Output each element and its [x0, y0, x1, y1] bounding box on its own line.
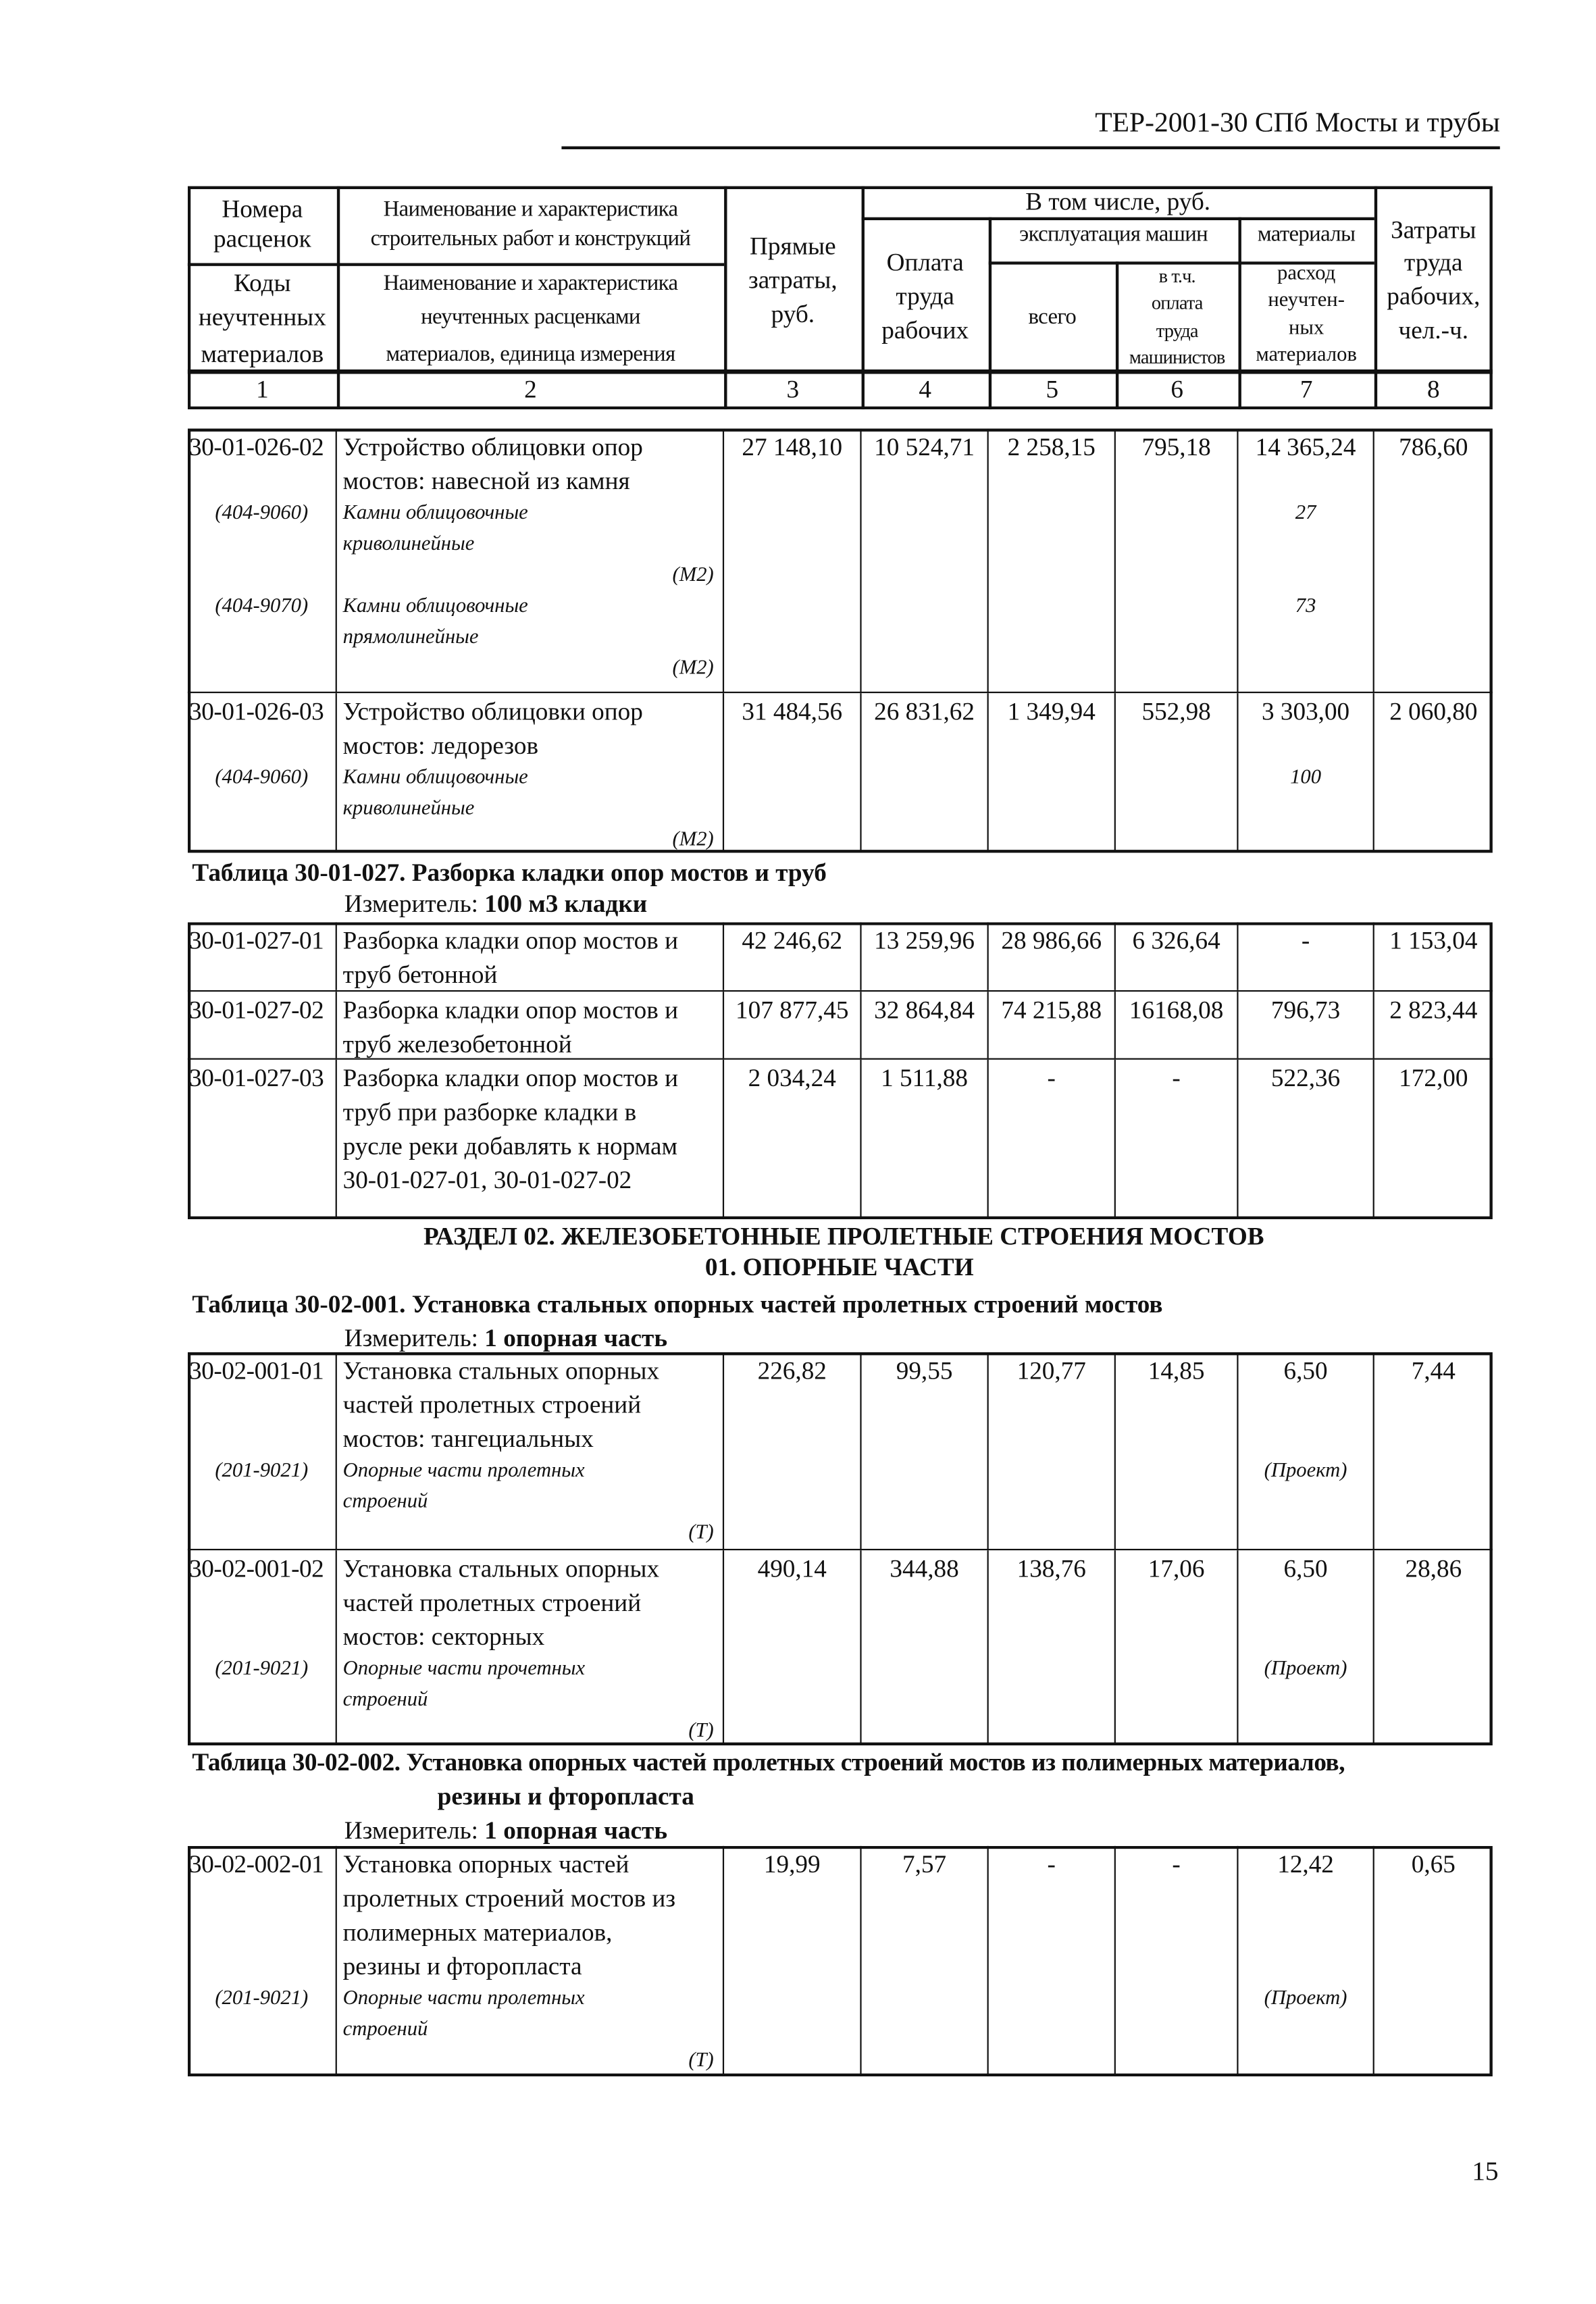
material-unit: (Т)	[688, 1720, 714, 1743]
cost-value: 226,82	[757, 1356, 827, 1385]
rate-code: 30-01-026-02	[189, 433, 324, 461]
material-name-line: криволинейные	[342, 798, 475, 821]
work-name-cell	[337, 1846, 724, 2076]
column-header-label: оплата	[1151, 291, 1203, 313]
work-name-line: частей пролетных строений	[342, 1589, 642, 1617]
table-caption-continuation: резины и фторопласта	[437, 1782, 694, 1811]
work-name-line: Разборка кладки опор мостов и	[342, 996, 679, 1025]
cost-value: 1 511,88	[881, 1064, 968, 1092]
table-row	[188, 1846, 1493, 2076]
material-name-line: Камни облицовочные	[342, 767, 528, 790]
labor-hours-cell	[1374, 922, 1493, 990]
work-name-line: труб при разборке кладки в	[342, 1098, 637, 1127]
cost-value: 552,98	[1141, 697, 1211, 726]
cost-value: 786,60	[1399, 433, 1468, 461]
blank-line	[1239, 2014, 1373, 2045]
cost-value: -	[1301, 926, 1310, 955]
column-group-label: материалы	[1257, 223, 1356, 247]
column-number: 6	[1170, 375, 1184, 404]
blank-line	[1239, 1916, 1373, 1949]
cost-value: 74 215,88	[1001, 996, 1102, 1025]
material-quantity: (Проект)	[1264, 1658, 1347, 1681]
cost-value: 28,86	[1405, 1554, 1462, 1583]
table-measure	[344, 1818, 667, 1844]
labor-pay-cell	[862, 992, 989, 1058]
column-group-label: В том числе, руб.	[1025, 187, 1211, 216]
cost-value: 3 303,00	[1261, 697, 1350, 726]
table-row	[188, 922, 1493, 990]
table-row	[188, 1058, 1493, 1219]
material-code: (404-9070)	[215, 595, 309, 618]
material-name-line: Камни облицовочные	[342, 595, 528, 618]
machine-cost-cell	[989, 693, 1116, 852]
work-name-line: Установка опорных частей	[342, 1850, 629, 1878]
cost-value: -	[1047, 1850, 1056, 1878]
page-number: 15	[1472, 2156, 1499, 2186]
table-row	[188, 990, 1493, 1058]
blank-line	[188, 1129, 336, 1163]
cost-value: 14,85	[1148, 1356, 1205, 1385]
cost-value: 14 365,24	[1255, 433, 1356, 461]
rate-code: 30-02-002-01	[189, 1850, 324, 1878]
column-header-label: материалов	[201, 340, 324, 368]
blank-line	[1239, 1949, 1373, 1983]
work-name-line: резины и фторопласта	[342, 1952, 582, 1980]
direct-cost-cell	[724, 1846, 861, 2076]
cost-value: 0,65	[1411, 1850, 1456, 1878]
materials-cost-cell	[1239, 922, 1374, 990]
blank-line	[188, 958, 336, 990]
column-number: 4	[919, 375, 931, 404]
blank-line	[188, 1620, 336, 1654]
column-header-label: Коды	[234, 269, 291, 297]
column-number: 3	[786, 375, 800, 404]
column-header-label: всего	[1028, 305, 1077, 330]
measure-label: Измеритель:	[344, 1816, 479, 1845]
blank-line	[188, 729, 336, 763]
work-name-cell	[337, 1550, 724, 1745]
work-name-line: труб бетонной	[342, 961, 498, 989]
blank-line	[188, 560, 336, 591]
material-quantity: 27	[1295, 502, 1316, 525]
work-name-line: полимерных материалов,	[342, 1918, 613, 1947]
blank-line	[188, 464, 336, 498]
table-row	[188, 1352, 1493, 1549]
column-header-label: неучтенных расценками	[421, 305, 640, 330]
work-name-line: русле реки добавлять к нормам	[342, 1131, 678, 1160]
work-name-cell	[337, 992, 724, 1058]
machinist-pay-cell	[1116, 1060, 1239, 1219]
column-header-label: Затраты	[1391, 215, 1476, 245]
column-header-label: машинистов	[1129, 345, 1225, 368]
labor-pay-cell	[862, 1060, 989, 1219]
cost-value: 26 831,62	[874, 697, 975, 726]
material-name-line: Опорные части пролетных	[342, 1987, 585, 2010]
blank-line	[188, 1422, 336, 1456]
blank-line	[1239, 1422, 1373, 1456]
blank-line	[188, 1949, 336, 1983]
cost-value: 12,42	[1277, 1850, 1334, 1878]
column-header-label: ных	[1289, 317, 1324, 340]
cost-value: 2 060,80	[1389, 697, 1478, 726]
materials-cost-cell	[1239, 429, 1374, 692]
column-divider	[724, 186, 726, 409]
measure-label: Измеритель:	[344, 890, 479, 918]
machine-cost-cell	[989, 1846, 1116, 2076]
cost-value: 13 259,96	[874, 926, 975, 955]
work-name-line: мостов: ледорезов	[342, 732, 539, 760]
cost-value: 7,57	[902, 1850, 947, 1878]
work-name-line: Устройство облицовки опор	[342, 697, 643, 726]
materials-cost-cell	[1239, 1846, 1374, 2076]
rate-code-cell	[188, 1550, 337, 1745]
material-name-line: строений	[342, 1689, 428, 1712]
blank-line	[1239, 1685, 1373, 1716]
column-header-label: расход	[1277, 263, 1336, 286]
work-name-cell	[337, 1352, 724, 1549]
material-quantity: (Проект)	[1264, 1987, 1347, 2010]
column-header-label: материалов, единица измерения	[386, 342, 675, 367]
cost-value: 6,50	[1283, 1356, 1328, 1385]
measure-value: 100 м3 кладки	[484, 890, 648, 918]
materials-cost-cell	[1239, 992, 1374, 1058]
machinist-pay-cell	[1116, 693, 1239, 852]
blank-line	[1239, 1487, 1373, 1518]
rate-code: 30-02-001-01	[189, 1356, 324, 1385]
rates-table-30-02-001	[188, 1352, 1493, 1745]
blank-line	[1239, 560, 1373, 591]
blank-line	[1239, 1716, 1373, 1745]
materials-cost-cell	[1239, 1550, 1374, 1745]
cost-value: 7,44	[1411, 1356, 1456, 1385]
labor-hours-cell	[1374, 693, 1493, 852]
column-header-label: рабочих	[881, 316, 969, 344]
table-caption: Таблица 30-02-001. Установка стальных опорных частей пролетных строений мостов	[192, 1290, 1163, 1319]
direct-cost-cell	[724, 992, 861, 1058]
measure-label: Измеритель:	[344, 1324, 479, 1352]
measure-value: 1 опорная часть	[484, 1816, 668, 1845]
column-header-label: труда	[1404, 248, 1463, 277]
cost-value: 99,55	[896, 1356, 953, 1385]
cost-value: 42 246,62	[742, 926, 843, 955]
machinist-pay-cell	[1116, 992, 1239, 1058]
blank-line	[1239, 825, 1373, 853]
blank-line	[1239, 1163, 1373, 1197]
material-unit: (М2)	[672, 657, 714, 680]
blank-line	[188, 1387, 336, 1421]
rate-code-cell	[188, 1846, 337, 2076]
rate-code: 30-01-027-02	[189, 996, 324, 1025]
cost-value: 2 034,24	[748, 1064, 836, 1092]
blank-line	[188, 1163, 336, 1197]
rates-table-30-01-027	[188, 922, 1493, 1219]
cost-value: 796,73	[1270, 996, 1341, 1025]
cost-value: 10 524,71	[874, 433, 975, 461]
material-name-line: строений	[342, 2018, 428, 2041]
blank-line	[188, 1487, 336, 1518]
blank-line	[188, 1518, 336, 1549]
labor-pay-cell	[862, 1352, 989, 1549]
rate-code-cell	[188, 922, 337, 990]
column-header-label: материалов	[1256, 344, 1357, 367]
cost-value: 32 864,84	[874, 996, 975, 1025]
material-code: (201-9021)	[215, 1658, 309, 1681]
cost-value: 2 823,44	[1389, 996, 1478, 1025]
work-name-cell	[337, 693, 724, 852]
labor-pay-cell	[862, 1550, 989, 1745]
work-name-line: Разборка кладки опор мостов и	[342, 926, 679, 955]
labor-pay-cell	[862, 1846, 989, 2076]
materials-cost-cell	[1239, 693, 1374, 852]
column-header-label: рабочих,	[1387, 282, 1481, 311]
blank-line	[188, 622, 336, 653]
blank-line	[1239, 464, 1373, 498]
column-header-label: Наименование и характеристика	[383, 198, 678, 222]
rate-code: 30-01-026-03	[189, 697, 324, 726]
blank-line	[188, 2014, 336, 2045]
cost-value: 27 148,10	[742, 433, 843, 461]
machine-cost-cell	[989, 1352, 1116, 1549]
work-name-line: частей пролетных строений	[342, 1390, 642, 1419]
blank-line	[188, 1916, 336, 1949]
blank-line	[188, 1881, 336, 1915]
work-name-line: мостов: секторных	[342, 1622, 545, 1651]
column-number: 7	[1299, 375, 1313, 404]
column-header-label: труда	[896, 282, 954, 311]
work-name-line: мостов: навесной из камня	[342, 467, 630, 495]
cost-value: 31 484,56	[742, 697, 843, 726]
blank-line	[1239, 653, 1373, 684]
blank-line	[1239, 1387, 1373, 1421]
column-header-label: Прямые	[750, 232, 836, 261]
material-unit: (М2)	[672, 564, 714, 587]
column-group-label: эксплуатация машин	[1019, 223, 1208, 247]
rates-table-30-02-002	[188, 1846, 1493, 2076]
cost-value: -	[1047, 1064, 1056, 1092]
blank-line	[188, 1027, 336, 1058]
cost-value: 19,99	[763, 1850, 821, 1878]
cost-value: -	[1172, 1850, 1181, 1878]
material-quantity: 73	[1295, 595, 1316, 618]
materials-cost-cell	[1239, 1352, 1374, 1549]
blank-line	[1239, 622, 1373, 653]
work-name-cell	[337, 1060, 724, 1219]
direct-cost-cell	[724, 922, 861, 990]
blank-line	[1239, 1095, 1373, 1129]
work-name-line: мостов: тангециальных	[342, 1425, 594, 1453]
labor-pay-cell	[862, 922, 989, 990]
blank-line	[1239, 794, 1373, 825]
material-code: (201-9021)	[215, 1460, 309, 1483]
blank-line	[1239, 1586, 1373, 1620]
header-divider	[188, 263, 724, 265]
cost-value: 107 877,45	[736, 996, 849, 1025]
blank-line	[1239, 1027, 1373, 1058]
material-code: (404-9060)	[215, 502, 309, 525]
work-name-line: Установка стальных опорных	[342, 1356, 660, 1385]
labor-pay-cell	[862, 693, 989, 852]
direct-cost-cell	[724, 1060, 861, 1219]
blank-line	[188, 1716, 336, 1745]
material-name-line: Опорные части пролетных	[342, 1460, 585, 1483]
material-name-line: криволинейные	[342, 533, 475, 556]
column-number: 5	[1046, 375, 1059, 404]
rate-code-cell	[188, 1352, 337, 1549]
cost-value: 522,36	[1270, 1064, 1341, 1092]
cost-value: 6,50	[1283, 1554, 1328, 1583]
material-name-line: строений	[342, 1491, 428, 1514]
blank-line	[188, 1095, 336, 1129]
work-name-line: Устройство облицовки опор	[342, 433, 643, 461]
material-unit: (Т)	[688, 1522, 714, 1545]
material-name-line: прямолинейные	[342, 626, 479, 649]
rate-code-cell	[188, 429, 337, 692]
rate-code-cell	[188, 1060, 337, 1219]
work-name-line: Установка стальных опорных	[342, 1554, 660, 1583]
material-unit: (М2)	[672, 829, 714, 852]
work-name-line: труб железобетонной	[342, 1030, 572, 1058]
running-title-rule	[561, 147, 1499, 149]
rate-code: 30-02-001-02	[189, 1554, 324, 1583]
column-header-label: неучтенных	[198, 303, 326, 332]
blank-line	[1239, 1518, 1373, 1549]
machinist-pay-cell	[1116, 429, 1239, 692]
material-code: (404-9060)	[215, 767, 309, 790]
cost-value: 1 349,94	[1007, 697, 1096, 726]
work-name-line: 30-01-027-01, 30-01-027-02	[342, 1166, 632, 1194]
column-header-label: Номера	[222, 195, 303, 224]
measure-value: 1 опорная часть	[484, 1324, 668, 1352]
rate-code: 30-01-027-03	[189, 1064, 324, 1092]
column-number: 2	[524, 375, 537, 404]
column-number: 1	[256, 375, 269, 404]
work-name-cell	[337, 922, 724, 990]
cost-value: 17,06	[1148, 1554, 1205, 1583]
machine-cost-cell	[989, 992, 1116, 1058]
column-header-label: труда	[1156, 319, 1198, 342]
material-unit: (Т)	[688, 2049, 714, 2072]
blank-line	[1239, 529, 1373, 560]
material-code: (201-9021)	[215, 1987, 309, 2010]
column-header-table	[188, 186, 1493, 409]
table-caption: Таблица 30-01-027. Разборка кладки опор мостов и труб	[192, 859, 827, 887]
material-quantity: (Проект)	[1264, 1460, 1347, 1483]
table-measure	[344, 1326, 667, 1352]
direct-cost-cell	[724, 1352, 861, 1549]
material-name-line: Камни облицовочные	[342, 502, 528, 525]
blank-line	[188, 794, 336, 825]
labor-hours-cell	[1374, 1846, 1493, 2076]
direct-cost-cell	[724, 1550, 861, 1745]
blank-line	[188, 653, 336, 684]
cost-value: 1 153,04	[1389, 926, 1478, 955]
cost-value: -	[1172, 1064, 1181, 1092]
blank-line	[188, 1685, 336, 1716]
direct-cost-cell	[724, 429, 861, 692]
column-header-label: в т.ч.	[1158, 264, 1195, 287]
labor-hours-cell	[1374, 1352, 1493, 1549]
material-quantity: 100	[1290, 767, 1322, 790]
column-header-label: неучтен-	[1268, 289, 1345, 312]
rates-table-30-01-026	[188, 429, 1493, 853]
blank-line	[1239, 1881, 1373, 1915]
machinist-pay-cell	[1116, 922, 1239, 990]
cost-value: 172,00	[1399, 1064, 1468, 1092]
labor-hours-cell	[1374, 1060, 1493, 1219]
table-row	[188, 692, 1493, 852]
labor-hours-cell	[1374, 992, 1493, 1058]
machine-cost-cell	[989, 922, 1116, 990]
work-name-cell	[337, 429, 724, 692]
rate-code: 30-01-027-01	[189, 926, 324, 955]
machinist-pay-cell	[1116, 1846, 1239, 2076]
subsection-title: 01. ОПОРНЫЕ ЧАСТИ	[704, 1253, 974, 1281]
blank-line	[1239, 1620, 1373, 1654]
blank-line	[188, 529, 336, 560]
rate-code-cell	[188, 992, 337, 1058]
cost-value: 344,88	[890, 1554, 959, 1583]
work-name-line: Разборка кладки опор мостов и	[342, 1064, 679, 1092]
blank-line	[1239, 1129, 1373, 1163]
cost-value: 138,76	[1016, 1554, 1086, 1583]
column-header-label: Оплата	[886, 248, 964, 277]
cost-value: 120,77	[1016, 1356, 1086, 1385]
direct-cost-cell	[724, 693, 861, 852]
column-header-label: чел.-ч.	[1398, 316, 1469, 344]
cost-value: 2 258,15	[1007, 433, 1096, 461]
header-divider	[188, 369, 1493, 373]
table-row	[188, 429, 1493, 692]
work-name-line: пролетных строений мостов из	[342, 1884, 676, 1913]
blank-line	[188, 2045, 336, 2076]
cost-value: 16168,08	[1129, 996, 1224, 1025]
material-name-line: Опорные части прочетных	[342, 1658, 586, 1681]
column-header-label: руб.	[771, 300, 815, 328]
column-header-label: затраты,	[748, 265, 838, 295]
cost-value: 6 326,64	[1132, 926, 1220, 955]
blank-line	[1239, 958, 1373, 990]
blank-line	[1239, 2045, 1373, 2076]
labor-pay-cell	[862, 429, 989, 692]
machine-cost-cell	[989, 429, 1116, 692]
blank-line	[188, 825, 336, 853]
machine-cost-cell	[989, 1060, 1116, 1219]
section-title: РАЗДЕЛ 02. ЖЕЛЕЗОБЕТОННЫЕ ПРОЛЕТНЫЕ СТРОЕНИЯ МОСТОВ	[423, 1222, 1264, 1251]
cost-value: 795,18	[1141, 433, 1211, 461]
machine-cost-cell	[989, 1550, 1116, 1745]
header-divider	[862, 217, 1374, 220]
blank-line	[1239, 729, 1373, 763]
blank-line	[188, 1586, 336, 1620]
labor-hours-cell	[1374, 429, 1493, 692]
column-header-label: строительных работ и конструкций	[370, 227, 691, 251]
machinist-pay-cell	[1116, 1550, 1239, 1745]
running-title: ТЕР-2001-30 СПб Мосты и трубы	[1095, 107, 1500, 139]
table-row	[188, 1549, 1493, 1745]
machinist-pay-cell	[1116, 1352, 1239, 1549]
column-header-label: Наименование и характеристика	[383, 272, 678, 296]
column-number: 8	[1427, 375, 1440, 404]
rate-code-cell	[188, 693, 337, 852]
labor-hours-cell	[1374, 1550, 1493, 1745]
table-caption: Таблица 30-02-002. Установка опорных частей пролетных строений мостов из полимерных материалов,	[192, 1748, 1345, 1776]
materials-cost-cell	[1239, 1060, 1374, 1219]
cost-value: 28 986,66	[1001, 926, 1102, 955]
cost-value: 490,14	[757, 1554, 827, 1583]
column-header-label: расценок	[213, 224, 311, 253]
table-measure	[344, 891, 647, 917]
